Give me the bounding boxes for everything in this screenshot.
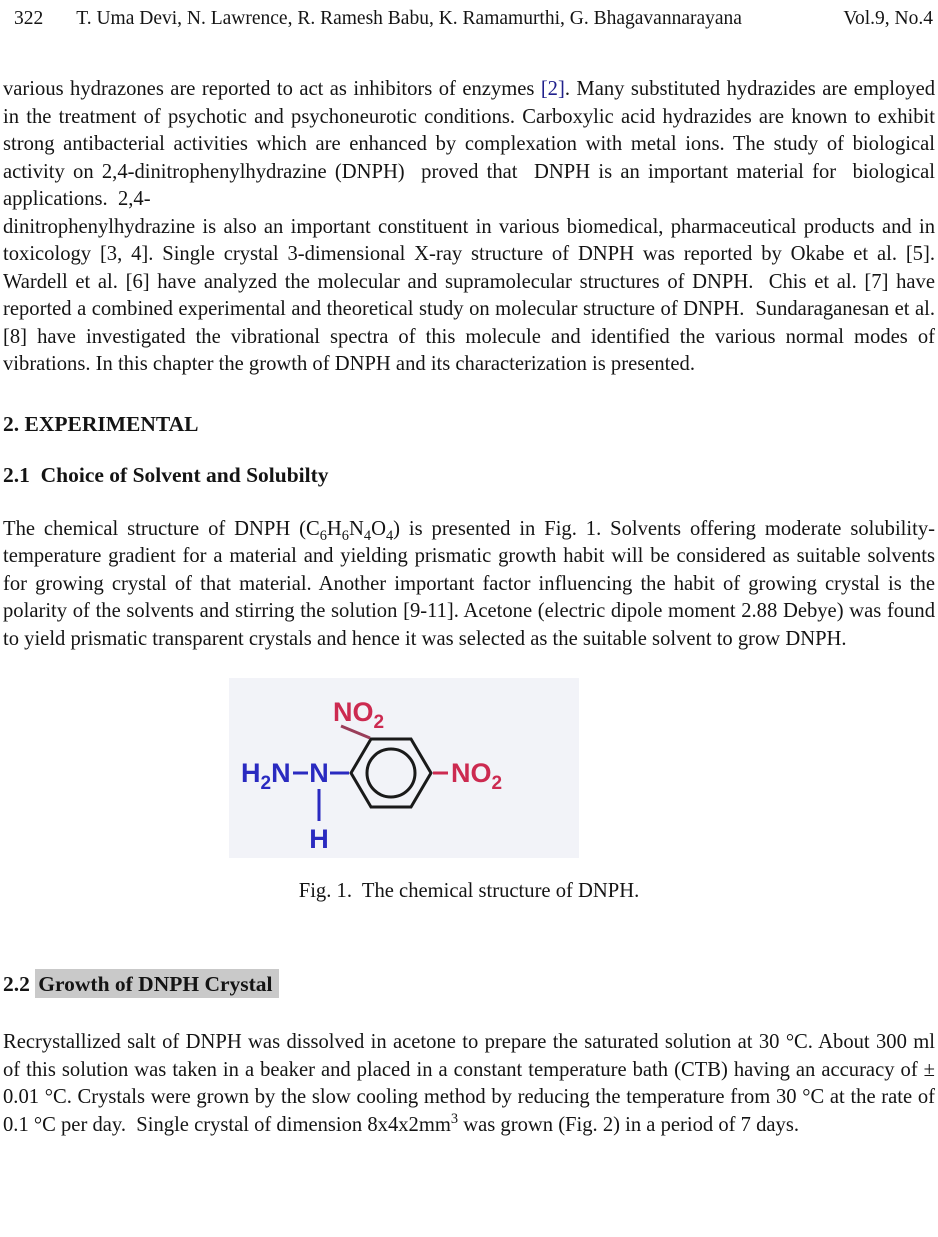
solvent-text-rest: Solvents offering moderate solubility-temperature gradient for a material and yielding prismatic growth habit will be considered as suitable solvents for growing crystal of that material. Another important factor influencing the habit of growing crystal is the polarity of the solvents and stirring the solution [9-11]. Acetone (electric dipole moment 2.88 Debye) was found to yield prismatic transparent crystals and hence it was selected as the suitable solvent to grow DNPH.	[3, 517, 935, 650]
intro-text-after-break: dinitrophenylhydrazine is also an important constituent in various biomedical, pharmaceutical products and in toxicology [3, 4]. Single crystal 3-dimensional X-ray structure of DNPH was reported by Okabe et al. [5]. Wardell et al. [6] have analyzed the molecular and supramolecular structures of DNPH. Chis et al. [7] have reported a combined experimental and theoretical study on molecular structure of DNPH. Sundaraganesan et al. [8] have investigated the vibrational spectra of this molecule and identified the various normal modes of vibrations. In this chapter the growth of DNPH and its characterization is presented.	[3, 215, 935, 375]
growth-text-tail: was grown (Fig. 2) in a period of 7 days.	[458, 1113, 799, 1136]
nitro-group-right-label: $NO_2$	[451, 758, 503, 794]
reference-2-link[interactable]: [2]	[540, 78, 565, 100]
growth-text-main: Recrystallized salt of DNPH was dissolved in acetone to prepare the saturated solution at 30 °C. About 300 ml of this solution was taken in a beaker and placed in a constant temperature bath (CTB) having an accuracy of ± 0.01 °C. Crystals were grown by the slow cooling method by reducing the temperature from 30 °C at the rate of 0.1 °C per day. Single crystal of dimension 8x4x2mm	[3, 1031, 935, 1136]
bridge-nitrogen-label: N	[309, 758, 329, 788]
growth-paragraph	[3, 1029, 935, 1139]
formula-n: N	[348, 517, 364, 540]
authors-line: T. Uma Devi, N. Lawrence, R. Ramesh Babu, K. Ramamurthi, G. Bhagavannarayana	[76, 8, 742, 29]
section-2-2-highlighted-text: Growth of DNPH Crystal	[35, 969, 278, 998]
formula-sub-4b: 4	[385, 527, 394, 544]
formula-o: O	[371, 517, 386, 540]
solvent-paragraph	[3, 516, 935, 654]
formula-close: ) is presented in Fig. 1.	[393, 517, 611, 540]
intro-paragraph	[3, 76, 935, 379]
figure-1-caption: Fig. 1. The chemical structure of DNPH.	[298, 880, 640, 902]
growth-superscript-3: 3	[450, 1110, 459, 1127]
molecule-diagram	[229, 678, 579, 858]
nitro-group-top-label: $NO_2$	[333, 697, 385, 733]
amine-group-label: $H_2N$	[241, 758, 291, 794]
volume-issue: Vol.9, No.4	[843, 8, 933, 29]
formula-lead: The chemical structure of DNPH (C	[3, 517, 320, 540]
section-2-2-heading	[3, 972, 935, 997]
intro-text-before-ref: various hydrazones are reported to act as inhibitors of enzymes	[3, 78, 541, 100]
formula-sub-4a: 4	[363, 527, 372, 544]
section-2-heading: 2. EXPERIMENTAL	[3, 411, 199, 436]
page-number: 322	[14, 8, 44, 29]
section-2-1-heading: 2.1 Choice of Solvent and Solubilty	[3, 462, 329, 487]
section-2-2-number: 2.2	[3, 972, 36, 996]
formula-h: H	[326, 517, 342, 540]
bridge-hydrogen-label: H	[309, 824, 329, 854]
intro-text-after-ref: . Many substituted hydrazides are employed in the treatment of psychotic and psychoneurotic conditions. Carboxylic acid hydrazides are known to exhibit strong antibacterial activities which are enhanced by complexation with metal ions. The study of biological activity on 2,4-dinitrophenylhydrazine (DNPH) proved that DNPH is an important material for biological applications. 2,4-	[3, 78, 935, 210]
formula-sub-6a: 6	[319, 527, 327, 544]
aromatic-circle	[367, 749, 415, 797]
formula-sub-6b: 6	[341, 527, 349, 544]
figure-1	[3, 678, 935, 858]
bond-ring-nitro-top	[341, 726, 370, 738]
page-header	[3, 8, 935, 30]
